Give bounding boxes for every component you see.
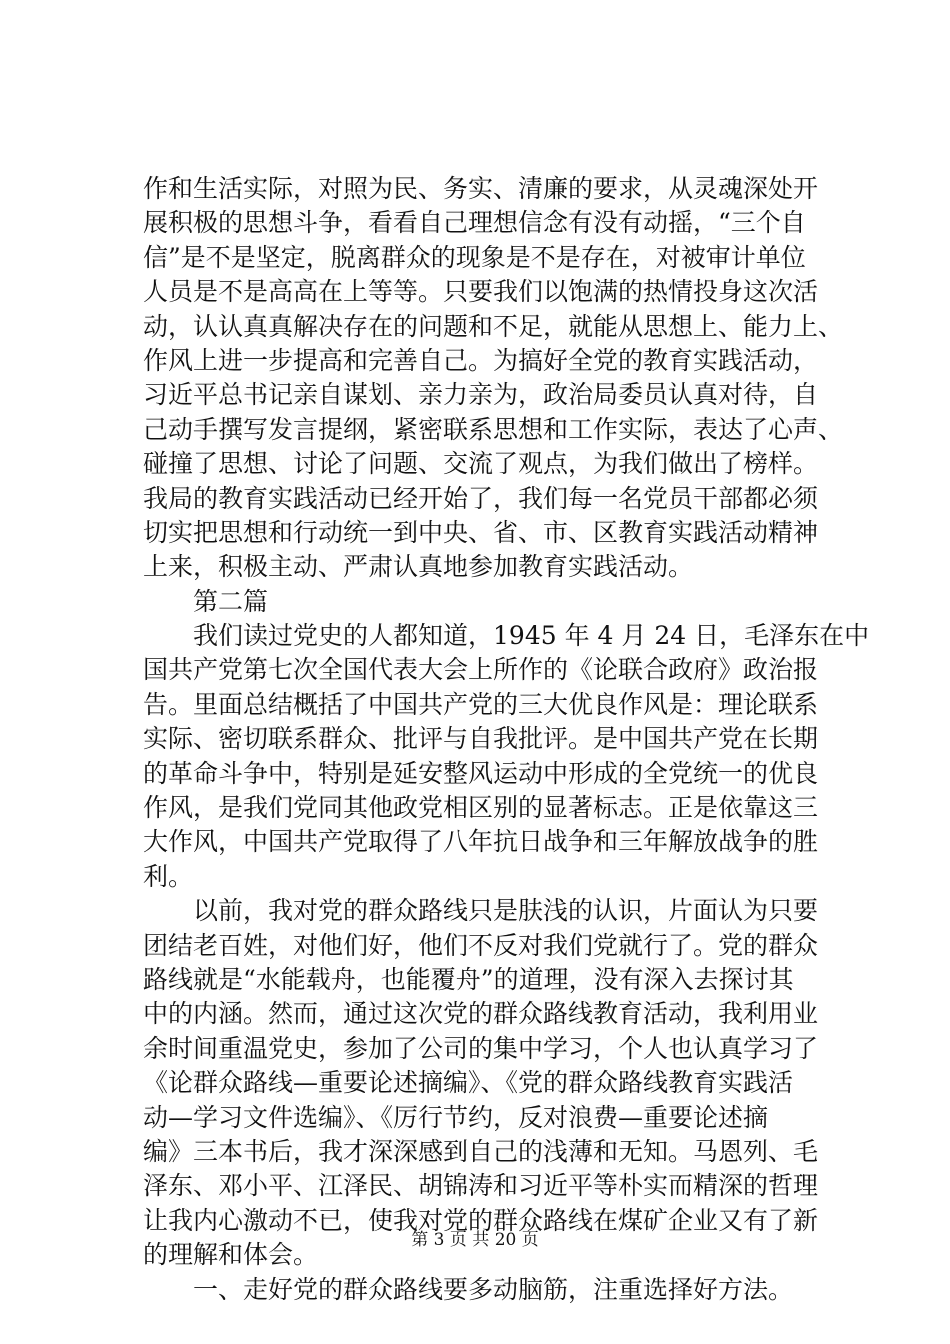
text-line: 切实把思想和行动统一到中央、省、市、区教育实践活动精神 (143, 517, 819, 547)
body-text (143, 172, 870, 1307)
section-heading: 第二篇 (143, 586, 269, 616)
text-line: 一、走好党的群众路线要多动脑筋，注重选择好方法。 (143, 1274, 794, 1304)
page-footer: 第 3 页 共 20 页 (411, 1230, 539, 1250)
text-line: 《论群众路线—重要论述摘编》、《党的群众路线教育实践活 (143, 1068, 794, 1098)
text-line: 动—学习文件选编》、《厉行节约，反对浪费—重要论述摘 (143, 1102, 769, 1132)
text-line: 编》三本书后，我才深深感到自己的浅薄和无知。马恩列、毛 (143, 1136, 819, 1166)
text-line: 作和生活实际，对照为民、务实、清廉的要求，从灵魂深处开 (143, 174, 819, 203)
text-line: 碰撞了思想、讨论了问题、交流了观点，为我们做出了榜样。 (143, 449, 819, 479)
text-line: 习近平总书记亲自谋划、亲力亲为，政治局委员认真对待，自 (143, 380, 819, 410)
text-line: 告。里面总结概括了中国共产党的三大优良作风是：理论联系 (143, 689, 819, 719)
text-line: 实际、密切联系群众、批评与自我批评。是中国共产党在长期 (143, 724, 819, 754)
text-line: 利。 (143, 861, 194, 891)
text-line: 信”是不是坚定，脱离群众的现象是不是存在，对被审计单位 (143, 242, 806, 272)
text-line: 中的内涵。然而，通过这次党的群众路线教育活动，我利用业 (143, 999, 819, 1029)
text-line: 人员是不是高高在上等等。只要我们以饱满的热情投身这次活 (143, 277, 819, 307)
text-line: 我局的教育实践活动已经开始了，我们每一名党员干部都必须 (143, 483, 819, 513)
text-line: 大作风，中国共产党取得了八年抗日战争和三年解放战争的胜 (143, 827, 819, 857)
text-line: 作风上进一步提高和完善自己。为搞好全党的教育实践活动， (143, 345, 819, 375)
text-line: 以前，我对党的群众路线只是肤浅的认识，片面认为只要 (143, 896, 819, 926)
text-line: 己动手撰写发言提纲，紧密联系思想和工作实际，表达了心声、 (143, 414, 844, 444)
text-line: 动，认认真真解决存在的问题和不足，就能从思想上、能力上、 (143, 311, 844, 341)
text-line: 余时间重温党史，参加了公司的集中学习，个人也认真学习了 (143, 1033, 819, 1063)
text-line: 上来，积极主动、严肃认真地参加教育实践活动。 (143, 552, 694, 582)
text-line: 国共产党第七次全国代表大会上所作的《论联合政府》政治报 (143, 655, 819, 685)
text-line: 泽东、邓小平、江泽民、胡锦涛和习近平等朴实而精深的哲理 (143, 1171, 819, 1201)
text-line: 让我内心激动不已，使我对党的群众路线在煤矿企业又有了新 (143, 1205, 819, 1235)
text-line: 路线就是“水能载舟，也能覆舟”的道理，没有深入去探讨其 (143, 964, 794, 994)
text-line: 的理解和体会。 (143, 1240, 319, 1270)
text-line: 的革命斗争中，特别是延安整风运动中形成的全党统一的优良 (143, 758, 819, 788)
text-line: 团结老百姓，对他们好，他们不反对我们党就行了。党的群众 (143, 930, 819, 960)
text-line: 展积极的思想斗争，看看自己理想信念有没有动摇，“三个自 (143, 208, 806, 238)
text-line: 我们读过党史的人都知道，1945 年 4 月 24 日，毛泽东在中 (143, 621, 870, 651)
text-line: 作风，是我们党同其他政党相区别的显著标志。正是依靠这三 (143, 793, 819, 823)
